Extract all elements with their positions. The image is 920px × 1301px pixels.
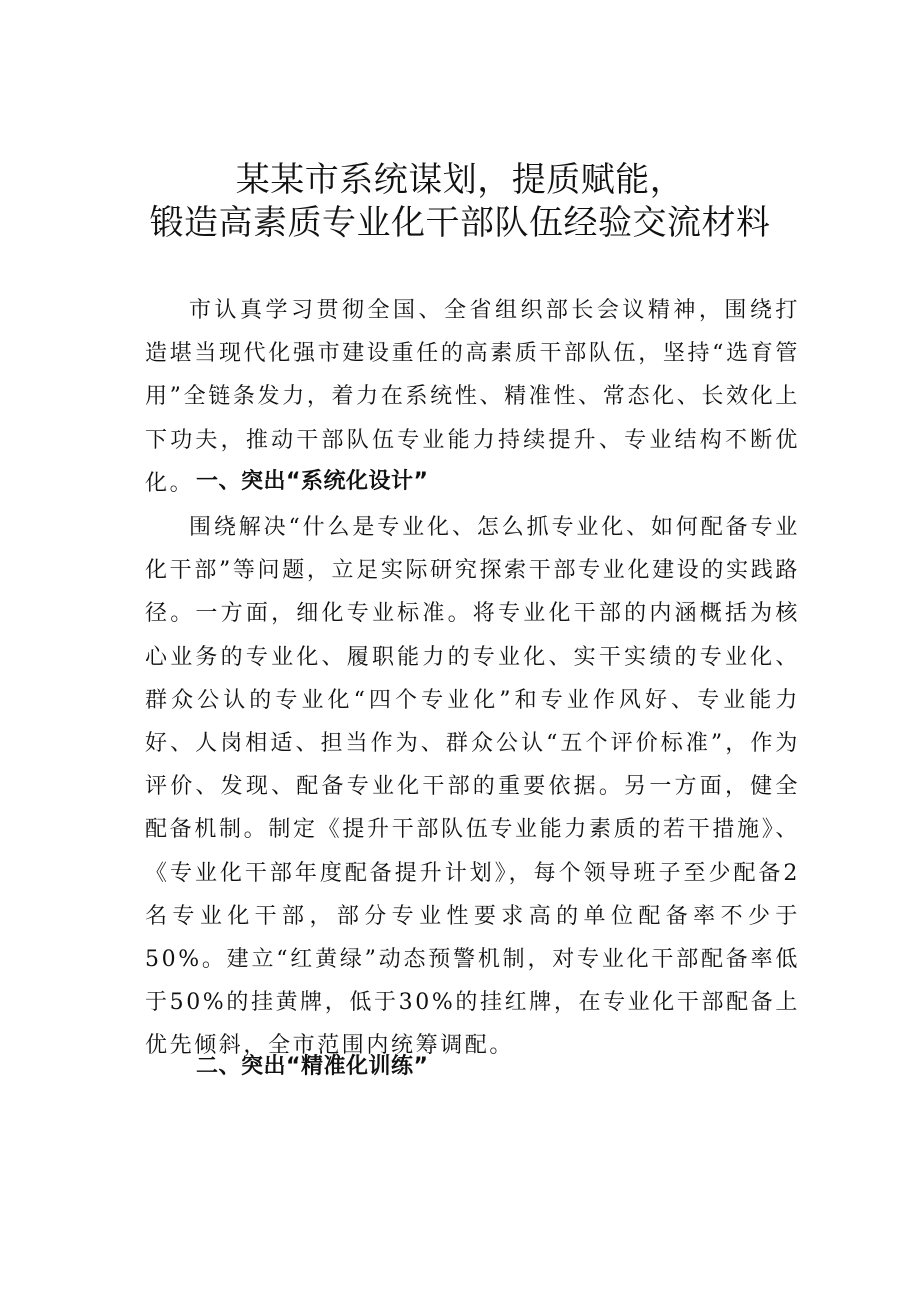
section-1-paragraph: 围绕解决“什么是专业化、怎么抓专业化、如何配备专业化干部”等问题，立足实际研究探索干部专业化建设的实践路径。一方面，细化专业标准。将专业化干部的内涵概括为核心业务的专业化、履职能力的专业化、实干实绩的专业化、群众公认的专业化“四个专业化”和专业作风好、专业能力好、人岗相适、担当作为、群众公认“五个评价标准”，作为评价、发现、配备专业化干部的重要依据。另一方面，健全配备机制。制定《提升干部队伍专业能力素质的若干措施》、《专业化干部年度配备提升计划》，每个领导班子至少配备2名专业化干部，部分专业性要求高的单位配备率不少于50%。建立“红黄绿”动态预警机制，对专业化干部配备率低于50%的挂黄牌，低于30%的挂红牌，在专业化干部配备上优先倾斜，全市范围内统筹调配。 — [145, 515, 800, 1059]
document-title-line-1: 某某市系统谋划，提质赋能， — [235, 160, 685, 200]
document-title-line-2: 锻造高素质专业化干部队伍经验交流材料 — [149, 203, 771, 243]
intro-paragraph: 市认真学习贯彻全国、全省组织部长会议精神，围绕打造堪当现代化强市建设重任的高素质干部队伍，坚持“选育管用”全链条发力，着力在系统性、精准性、常态化、长效化上下功夫，推动干部队伍专业能力持续提升、专业结构不断优化。 — [145, 298, 800, 496]
section-heading-1: 一、突出“系统化设计” — [196, 469, 429, 494]
section-heading-2: 二、突出“精准化训练” — [196, 1054, 429, 1079]
